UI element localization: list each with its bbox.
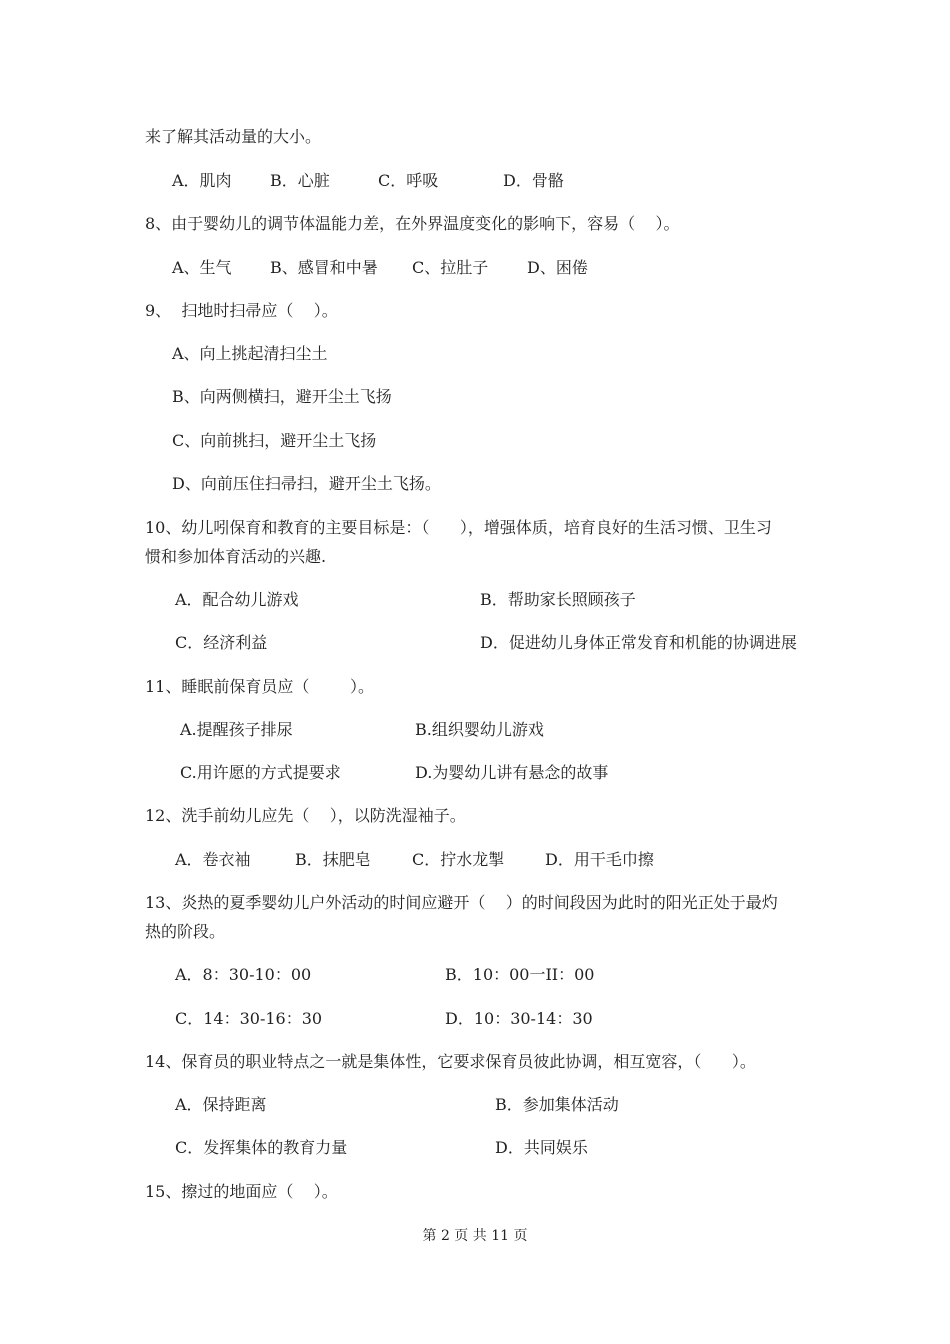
question-11-stem: 11、睡眠前保育员应（ ）。 <box>145 677 375 696</box>
question-7-option-c: C．呼吸 <box>378 171 439 190</box>
question-7-continuation: 来了解其活动量的大小。 <box>145 127 322 146</box>
question-13-option-a: A．8：30-10：00 <box>175 965 312 984</box>
question-9-option-b: B、向两侧横扫，避开尘土飞扬 <box>172 387 392 406</box>
question-11-option-c: C.用许愿的方式提要求 <box>180 763 341 782</box>
question-9-option-c: C、向前挑扫，避开尘土飞扬 <box>172 431 377 450</box>
question-10-stem-line-2: 惯和参加体育活动的兴趣. <box>145 547 327 566</box>
question-15-stem: 15、擦过的地面应（ ）。 <box>145 1182 338 1201</box>
question-12-option-c: C．拧水龙掣 <box>412 850 505 869</box>
question-14-option-d: D．共同娱乐 <box>495 1138 588 1157</box>
question-9-option-d: D、向前压住扫帚扫，避开尘土飞扬。 <box>172 474 441 493</box>
question-9-option-a: A、向上挑起清扫尘土 <box>172 344 328 363</box>
question-12-option-b: B．抹肥皂 <box>295 850 371 869</box>
question-14-option-b: B．参加集体活动 <box>495 1095 619 1114</box>
question-11-option-d: D.为婴幼儿讲有悬念的故事 <box>415 763 609 782</box>
question-14-option-c: C．发挥集体的教育力量 <box>175 1138 348 1157</box>
question-14-option-a: A．保持距离 <box>175 1095 267 1114</box>
question-9-stem: 9、 扫地时扫帚应（ ）。 <box>145 301 338 320</box>
question-8-option-b: B、感冒和中暑 <box>270 258 378 277</box>
question-12-option-a: A．卷衣袖 <box>175 850 251 869</box>
question-11-option-a: A.提醒孩子排尿 <box>180 720 293 739</box>
question-13-option-c: C．14：30-16：30 <box>175 1009 323 1028</box>
question-13-option-b: B．10：00一II：00 <box>445 965 595 984</box>
question-11-option-b: B.组织婴幼儿游戏 <box>415 720 544 739</box>
question-14-stem: 14、保育员的职业特点之一就是集体性，它要求保育员彼此协调，相互宽容，（ ）。 <box>145 1052 756 1071</box>
question-8-option-d: D、困倦 <box>527 258 588 277</box>
page-footer: 第 2 页 共 11 页 <box>422 1228 528 1244</box>
question-8-option-c: C、拉肚子 <box>412 258 489 277</box>
question-7-option-d: D．骨骼 <box>503 171 564 190</box>
question-10-stem-line-1: 10、幼儿吲保育和教育的主要目标是：（ ），增强体质，培育良好的生活习惯、卫生习 <box>145 518 772 537</box>
question-13-option-d: D．10：30-14：30 <box>445 1009 593 1028</box>
question-7-option-a: A．肌肉 <box>172 171 232 190</box>
question-13-stem-line-2: 热的阶段。 <box>145 922 226 941</box>
question-13-stem-line-1: 13、炎热的夏季婴幼儿户外活动的时间应避开（ ）的时间段因为此时的阳光正处于最灼 <box>145 893 778 912</box>
question-10-option-d: D．促进幼儿身体正常发育和机能的协调进展 <box>480 633 797 652</box>
question-10-option-b: B．帮助家长照顾孩子 <box>480 590 636 609</box>
question-12-option-d: D．用干毛巾擦 <box>545 850 654 869</box>
question-8-stem: 8、由于婴幼儿的调节体温能力差，在外界温度变化的影响下，容易（ ）。 <box>145 214 680 233</box>
question-10-option-a: A．配合幼儿游戏 <box>175 590 299 609</box>
question-7-option-b: B．心脏 <box>270 171 330 190</box>
question-8-option-a: A、生气 <box>172 258 232 277</box>
question-10-option-c: C．经济利益 <box>175 633 268 652</box>
question-12-stem: 12、洗手前幼儿应先（ ），以防洗湿袖子。 <box>145 806 466 825</box>
